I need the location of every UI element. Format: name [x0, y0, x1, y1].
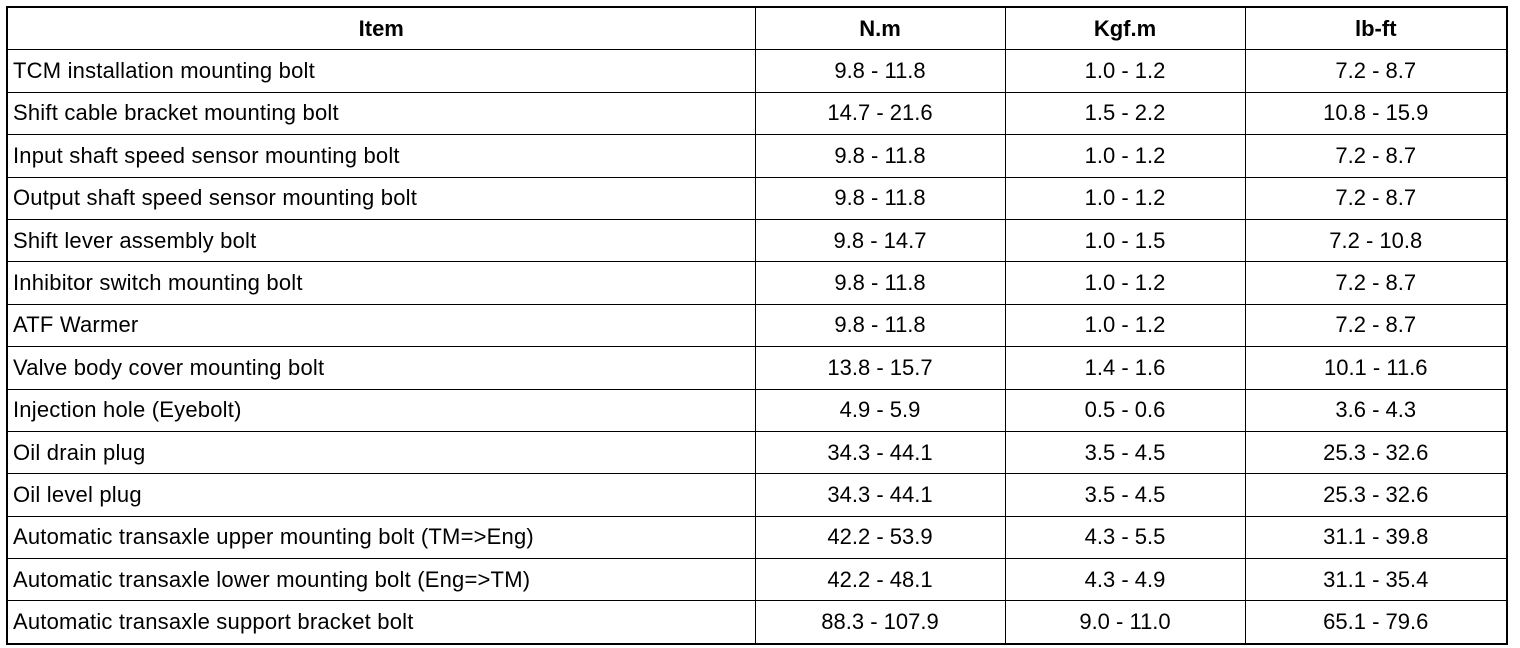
table-row — [7, 474, 1507, 516]
cell-nm: 9.8 - 11.8 — [755, 50, 1005, 92]
header-lbft: lb-ft — [1245, 7, 1507, 50]
cell-nm: 9.8 - 11.8 — [755, 177, 1005, 219]
cell-item: Inhibitor switch mounting bolt — [7, 262, 755, 304]
cell-kgfm: 4.3 - 4.9 — [1005, 559, 1245, 601]
cell-nm: 88.3 - 107.9 — [755, 601, 1005, 644]
cell-kgfm: 1.0 - 1.2 — [1005, 177, 1245, 219]
table-row — [7, 389, 1507, 431]
table-row — [7, 135, 1507, 177]
cell-nm: 42.2 - 53.9 — [755, 516, 1005, 558]
cell-lbft: 31.1 - 35.4 — [1245, 559, 1507, 601]
cell-item: Automatic transaxle support bracket bolt — [7, 601, 755, 644]
cell-item: Valve body cover mounting bolt — [7, 347, 755, 389]
cell-lbft: 65.1 - 79.6 — [1245, 601, 1507, 644]
cell-item: Injection hole (Eyebolt) — [7, 389, 755, 431]
cell-kgfm: 3.5 - 4.5 — [1005, 474, 1245, 516]
cell-kgfm: 1.0 - 1.2 — [1005, 262, 1245, 304]
cell-item: Shift cable bracket mounting bolt — [7, 92, 755, 134]
cell-kgfm: 1.0 - 1.2 — [1005, 135, 1245, 177]
torque-spec-table — [6, 6, 1508, 645]
cell-lbft: 25.3 - 32.6 — [1245, 431, 1507, 473]
table-row — [7, 559, 1507, 601]
cell-kgfm: 1.5 - 2.2 — [1005, 92, 1245, 134]
cell-item: Oil drain plug — [7, 431, 755, 473]
cell-kgfm: 4.3 - 5.5 — [1005, 516, 1245, 558]
cell-kgfm: 1.0 - 1.2 — [1005, 50, 1245, 92]
cell-item: Shift lever assembly bolt — [7, 219, 755, 261]
cell-nm: 9.8 - 11.8 — [755, 304, 1005, 346]
cell-lbft: 7.2 - 8.7 — [1245, 135, 1507, 177]
cell-nm: 34.3 - 44.1 — [755, 474, 1005, 516]
cell-nm: 4.9 - 5.9 — [755, 389, 1005, 431]
cell-item: Input shaft speed sensor mounting bolt — [7, 135, 755, 177]
cell-nm: 34.3 - 44.1 — [755, 431, 1005, 473]
cell-kgfm: 1.0 - 1.2 — [1005, 304, 1245, 346]
cell-nm: 9.8 - 11.8 — [755, 135, 1005, 177]
cell-lbft: 7.2 - 8.7 — [1245, 177, 1507, 219]
cell-item: TCM installation mounting bolt — [7, 50, 755, 92]
cell-kgfm: 9.0 - 11.0 — [1005, 601, 1245, 644]
cell-item: Oil level plug — [7, 474, 755, 516]
cell-lbft: 10.8 - 15.9 — [1245, 92, 1507, 134]
cell-kgfm: 0.5 - 0.6 — [1005, 389, 1245, 431]
cell-item: ATF Warmer — [7, 304, 755, 346]
cell-item: Automatic transaxle lower mounting bolt (Eng=>TM) — [7, 559, 755, 601]
table-row — [7, 177, 1507, 219]
cell-item: Automatic transaxle upper mounting bolt (TM=>Eng) — [7, 516, 755, 558]
table-row — [7, 347, 1507, 389]
cell-lbft: 3.6 - 4.3 — [1245, 389, 1507, 431]
cell-kgfm: 1.0 - 1.5 — [1005, 219, 1245, 261]
header-nm: N.m — [755, 7, 1005, 50]
cell-lbft: 7.2 - 8.7 — [1245, 262, 1507, 304]
cell-kgfm: 1.4 - 1.6 — [1005, 347, 1245, 389]
cell-nm: 9.8 - 14.7 — [755, 219, 1005, 261]
header-kgfm: Kgf.m — [1005, 7, 1245, 50]
table-header-row — [7, 7, 1507, 50]
table-row — [7, 92, 1507, 134]
table-row — [7, 50, 1507, 92]
cell-nm: 9.8 - 11.8 — [755, 262, 1005, 304]
table-row — [7, 431, 1507, 473]
cell-nm: 13.8 - 15.7 — [755, 347, 1005, 389]
table-row — [7, 516, 1507, 558]
cell-kgfm: 3.5 - 4.5 — [1005, 431, 1245, 473]
table-row — [7, 262, 1507, 304]
cell-lbft: 7.2 - 8.7 — [1245, 50, 1507, 92]
table-row — [7, 304, 1507, 346]
cell-lbft: 7.2 - 10.8 — [1245, 219, 1507, 261]
cell-item: Output shaft speed sensor mounting bolt — [7, 177, 755, 219]
cell-nm: 42.2 - 48.1 — [755, 559, 1005, 601]
table-row — [7, 219, 1507, 261]
cell-lbft: 10.1 - 11.6 — [1245, 347, 1507, 389]
header-item: Item — [7, 7, 755, 50]
cell-lbft: 31.1 - 39.8 — [1245, 516, 1507, 558]
table-body — [7, 50, 1507, 644]
cell-lbft: 25.3 - 32.6 — [1245, 474, 1507, 516]
table-row — [7, 601, 1507, 644]
cell-nm: 14.7 - 21.6 — [755, 92, 1005, 134]
cell-lbft: 7.2 - 8.7 — [1245, 304, 1507, 346]
